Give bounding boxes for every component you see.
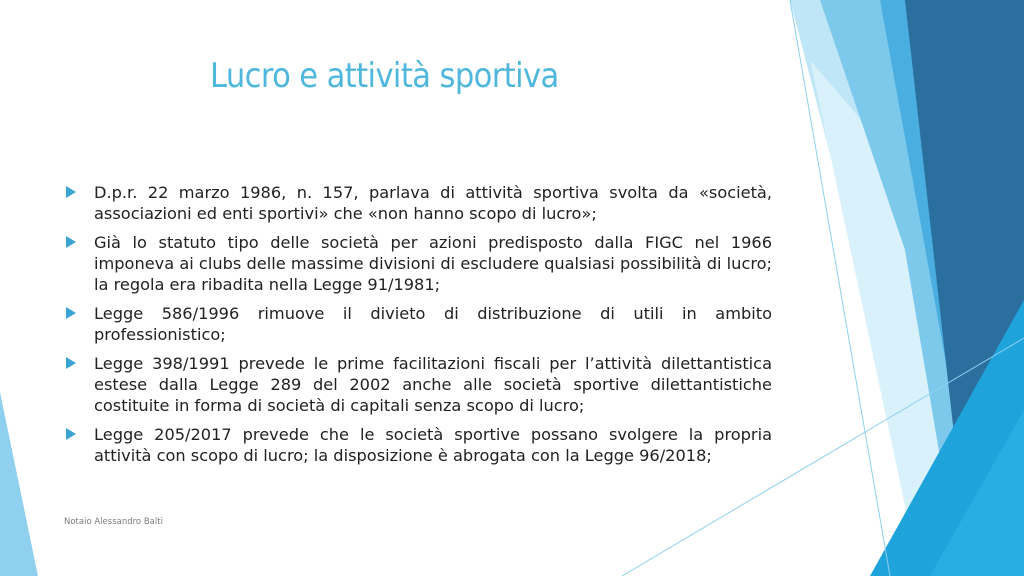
bullet-text: Legge 205/2017 prevede che le società sportive possano svolgere la propria attività con scopo di lucro; la disposizione è abrogata con la Legge 96/2018; — [94, 425, 772, 465]
bullet-list — [66, 182, 772, 474]
footer-author: Notaio Alessandro Balti — [64, 517, 163, 527]
bullet-item — [66, 303, 772, 345]
bullet-arrow-icon — [66, 236, 76, 248]
bullet-item — [66, 353, 772, 416]
bullet-arrow-icon — [66, 307, 76, 319]
bullet-item — [66, 424, 772, 466]
bullet-arrow-icon — [66, 428, 76, 440]
bullet-text: Già lo statuto tipo delle società per azioni predisposto dalla FIGC nel 1966 imponeva ai clubs delle massime divisioni di escludere qualsiasi possibilità di lucro; la regola era ribadita nella Legge 91/1981; — [94, 233, 772, 294]
bullet-text: Legge 398/1991 prevede le prime facilitazioni fiscali per l’attività dilettantistica estese dalla Legge 289 del 2002 anche alle società sportive dilettantistiche costituite in forma di società di capitali senza scopo di lucro; — [94, 354, 772, 415]
bullet-text: D.p.r. 22 marzo 1986, n. 157, parlava di attività sportiva svolta da «società, associazioni ed enti sportivi» che «non hanno scopo di lucro»; — [94, 183, 772, 223]
bullet-arrow-icon — [66, 186, 76, 198]
slide-title: Lucro e attività sportiva — [210, 56, 559, 96]
bullet-arrow-icon — [66, 357, 76, 369]
bullet-text: Legge 586/1996 rimuove il divieto di distribuzione di utili in ambito professionistico; — [94, 304, 772, 344]
bullet-item — [66, 232, 772, 295]
left-accent-shape — [0, 392, 38, 576]
bullet-item — [66, 182, 772, 224]
